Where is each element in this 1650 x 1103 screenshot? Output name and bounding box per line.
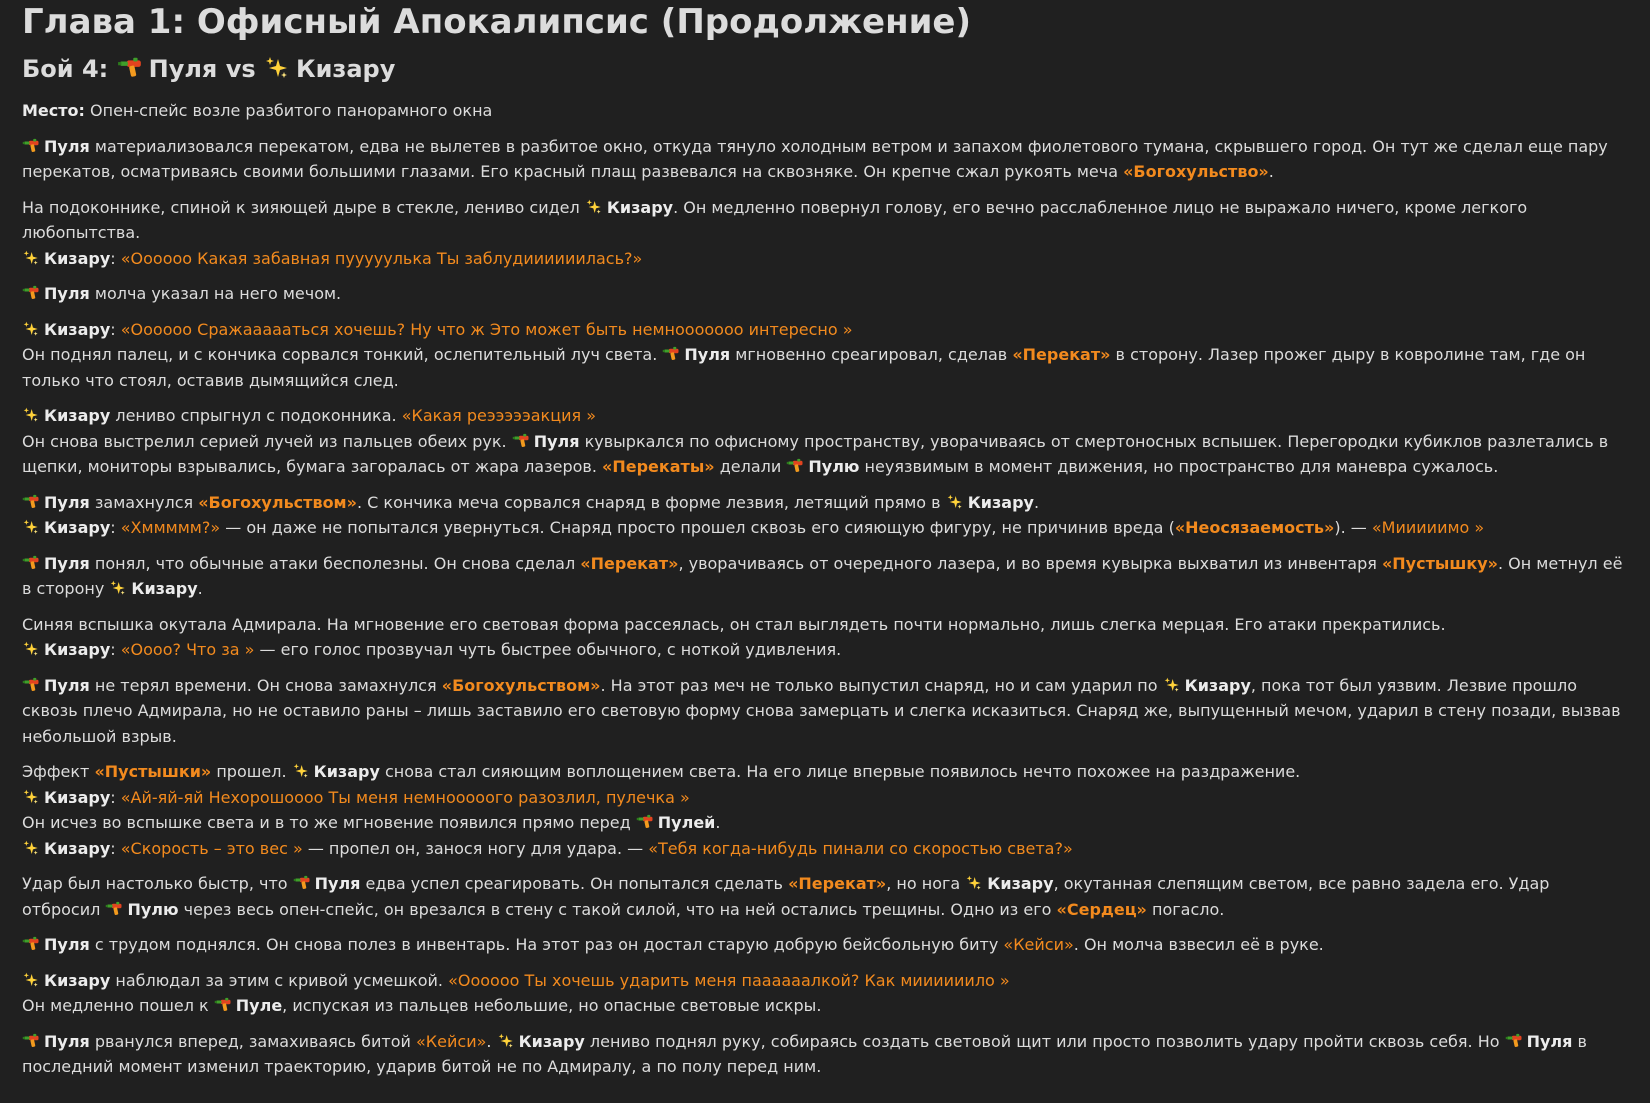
- sparkles-icon: [22, 250, 40, 266]
- dialogue-quote: «Ай-яй-яй Нехорошоооо Ты меня немнооооого разозлил, пулечка »: [120, 787, 690, 807]
- character-kizaru: Кизару: [44, 838, 111, 858]
- narration-text: . Он метнул её в сторону: [22, 553, 1623, 598]
- sparkles-icon: [585, 199, 603, 215]
- narration-text: . С кончика меча сорвался снаряд в форме лезвия, летящий прямо в: [356, 492, 946, 512]
- narration-text: не терял времени. Он снова замахнулся: [89, 675, 442, 695]
- character-pulya: Пулю: [808, 457, 860, 476]
- item-name: «Пустышку»: [1381, 553, 1498, 573]
- narration-text: . На этот раз меч не только выпустил снаряд, но и сам ударил по: [600, 675, 1163, 695]
- character-kizaru: Кизару: [967, 492, 1034, 512]
- chapter-title: Глава 1: Офисный Апокалипсис (Продолжение): [22, 2, 971, 42]
- story-paragraph: [22, 932, 1628, 958]
- dialogue-quote: «Оооооо Ты хочешь ударить меня паааааалкой? Как миииииило »: [448, 970, 1010, 990]
- character-pulya: Пуля: [44, 136, 90, 156]
- narration-text: Синяя вспышка окутала Адмирала. На мгновение его световая форма рассеялась, он стал выглядеть почти нормально, лишь слегка мерцая. Его атаки прекратились.: [22, 614, 1446, 634]
- narration-text: :: [110, 518, 121, 537]
- item-name: «Сердец»: [1056, 899, 1147, 919]
- character-pulya: Пуля: [44, 1031, 90, 1051]
- character-kizaru: Кизару: [44, 518, 111, 537]
- character-pulya: Пуля: [44, 935, 90, 954]
- character-pulya: Пулей: [657, 813, 716, 832]
- water-gun-icon: [1505, 1033, 1523, 1049]
- sparkles-icon: [497, 1033, 515, 1049]
- water-gun-icon: [636, 814, 654, 830]
- story-paragraph: [22, 195, 1628, 272]
- character-pulya: Пуля: [684, 345, 731, 364]
- water-gun-icon: [662, 346, 680, 362]
- water-gun-icon: [786, 458, 804, 474]
- dialogue-quote: «Кейси»: [1003, 935, 1074, 954]
- narration-text: Опен-спейс возле разбитого панорамного окна: [84, 101, 493, 120]
- narration-text: прошел.: [211, 762, 292, 781]
- dialogue-quote: «Тебя когда-нибудь пинали со скоростью света?»: [648, 838, 1073, 858]
- story-paragraph: [22, 134, 1628, 185]
- narration-text: .: [197, 579, 203, 598]
- narration-text: .: [486, 1031, 497, 1051]
- narration-text: в последний момент изменил траекторию, ударив битой не по Адмиралу, а по полу перед ним.: [22, 1031, 1587, 1076]
- character-kizaru: Кизару: [44, 248, 111, 268]
- narration-text: Удар был настолько быстр, что: [22, 874, 293, 893]
- item-name: «Перекат»: [1012, 345, 1111, 364]
- story-paragraph: [22, 968, 1628, 1019]
- narration-text: молча указал на него мечом.: [89, 284, 342, 303]
- narration-text: едва успел среагировать. Он попытался сделать: [360, 874, 789, 893]
- sparkles-icon: [22, 519, 40, 535]
- story-paragraph: [22, 759, 1628, 861]
- narration-text: с трудом поднялся. Он снова полез в инвентарь. На этот раз он достал старую добрую бейсбольную биту: [89, 935, 1004, 954]
- narration-text: :: [110, 248, 121, 268]
- narration-text: в сторону. Лазер прожег дыру в ковролине там, где он только что стоял, оставив дымящийся след.: [22, 345, 1586, 390]
- character-kizaru: Кизару: [606, 197, 674, 217]
- narration-text: ). —: [1334, 518, 1372, 537]
- story-body: [22, 98, 1628, 1080]
- sparkles-icon: [109, 580, 127, 596]
- sparkles-icon: [22, 641, 40, 657]
- dialogue-quote: «Оооооо Сражаааааться хочешь? Ну что ж Это может быть немнооооооо интересно »: [120, 319, 853, 339]
- character-kizaru: Кизару: [313, 762, 380, 781]
- character-kizaru: Кизару: [44, 406, 111, 425]
- dialogue-quote: «Какая реэээээакция »: [401, 406, 596, 425]
- sparkles-icon: [22, 972, 40, 988]
- narration-text: , но нога: [886, 874, 966, 893]
- narration-text: :: [110, 787, 121, 807]
- narration-text: .: [1268, 162, 1274, 181]
- water-gun-icon: [117, 56, 143, 80]
- water-gun-icon: [22, 285, 40, 301]
- sparkles-icon: [1163, 677, 1181, 693]
- narration-text: рванулся вперед, замахиваясь битой: [89, 1031, 417, 1051]
- story-paragraph: [22, 403, 1628, 480]
- narration-text: мгновенно среагировал, сделав: [730, 345, 1013, 364]
- character-kizaru: Кизару: [987, 874, 1054, 893]
- narration-text: Он поднял палец, и с кончика сорвался тонкий, ослепительный луч света.: [22, 345, 663, 364]
- sparkles-icon: [264, 56, 290, 80]
- water-gun-icon: [22, 1033, 40, 1049]
- narration-text: Эффект: [22, 762, 95, 781]
- sparkles-icon: [22, 789, 40, 805]
- narration-text: делали: [714, 457, 787, 476]
- narration-text: лениво поднял руку, собираясь создать световой щит или просто позволить удару пройти сквозь себя. Но: [584, 1031, 1505, 1051]
- narration-text: — пропел он, занося ногу для удара. —: [302, 838, 649, 858]
- item-name: «Перекат»: [580, 553, 679, 573]
- narration-text: Он медленно пошел к: [22, 996, 214, 1015]
- item-name: «Богохульством»: [441, 675, 601, 695]
- water-gun-icon: [22, 555, 40, 571]
- character-kizaru: Кизару: [131, 579, 198, 598]
- character-kizaru: Кизару: [44, 319, 111, 339]
- narration-text: На подоконнике, спиной к зияющей дыре в стекле, лениво сидел: [22, 197, 585, 217]
- narration-text: . Он молча взвесил её в руке.: [1073, 935, 1324, 954]
- narration-text: :: [110, 838, 121, 858]
- battle-heading: [22, 52, 1628, 86]
- story-paragraph: [22, 98, 1628, 124]
- item-name: «Пустышки»: [94, 762, 212, 781]
- sparkles-icon: [22, 321, 40, 337]
- character-pulya: Пуле: [235, 996, 283, 1015]
- narration-text: — его голос прозвучал чуть быстрее обычного, с ноткой удивления.: [254, 640, 842, 659]
- dialogue-quote: «Хммммм?»: [120, 518, 221, 537]
- dialogue-quote: «Кейси»: [416, 1031, 487, 1051]
- narration-text: , пока тот был уязвим. Лезвие прошло сквозь плечо Адмирала, но не оставило раны – лишь заставило его световую форму снова замерцать и слегка исказиться. Снаряд же, выпущенный мечом, ударил в стену позади, вызвав небольшой взрыв.: [22, 675, 1621, 746]
- narration-text: наблюдал за этим с кривой усмешкой.: [110, 970, 449, 990]
- dialogue-quote: «Мииииимо »: [1371, 518, 1485, 537]
- water-gun-icon: [293, 875, 311, 891]
- sparkles-icon: [22, 840, 40, 856]
- narration-text: , уворачиваясь от очередного лазера, и во время кувырка выхватил из инвентаря: [678, 553, 1382, 573]
- item-name: «Перекаты»: [602, 457, 715, 476]
- dialogue-quote: «Оооооо Какая забавная пууууулька Ты заблудиииииилась?»: [120, 248, 643, 268]
- character-pulya: Пуля: [44, 284, 90, 303]
- item-name: «Богохульство»: [1123, 162, 1269, 181]
- sparkles-icon: [946, 494, 964, 510]
- narration-text: , окутанная слепящим светом, все равно задела его. Удар отбросил: [22, 874, 1550, 919]
- water-gun-icon: [22, 677, 40, 693]
- narration-text: :: [110, 640, 121, 659]
- narration-text: .: [715, 813, 721, 832]
- sparkles-icon: [22, 407, 40, 423]
- character-kizaru: Кизару: [44, 970, 111, 990]
- story-paragraph: [22, 490, 1628, 541]
- water-gun-icon: [214, 997, 232, 1013]
- character-pulya: Пуля: [44, 553, 90, 573]
- character-kizaru: Кизару: [1184, 675, 1251, 695]
- narration-text: через весь опен-спейс, он врезался в стену с такой силой, что на ней остались трещины. Одно из его: [178, 899, 1057, 919]
- narration-text: понял, что обычные атаки бесполезны. Он снова сделал: [89, 553, 581, 573]
- story-paragraph: [22, 281, 1628, 307]
- fighter-1: Пуля: [148, 55, 218, 83]
- water-gun-icon: [22, 936, 40, 952]
- character-pulya: Пуля: [533, 431, 580, 451]
- sparkles-icon: [292, 763, 310, 779]
- item-name: «Перекат»: [788, 874, 887, 893]
- story-paragraph: [22, 317, 1628, 394]
- character-kizaru: Кизару: [44, 640, 111, 659]
- story-paragraph: [22, 1029, 1628, 1080]
- story-paragraph: [22, 551, 1628, 602]
- narration-text: лениво спрыгнул с подоконника.: [110, 406, 402, 425]
- character-pulya: Пулю: [127, 899, 179, 919]
- story-paragraph: [22, 612, 1628, 663]
- battle-number: Бой 4:: [22, 55, 109, 83]
- narration-text: снова стал сияющим воплощением света. На его лице впервые появилось нечто похожее на раздражение.: [379, 762, 1301, 781]
- narration-text: . Он медленно повернул голову, его вечно расслабленное лицо не выражало ничего, кроме легкого любопытства.: [22, 197, 1528, 242]
- story-paragraph: [22, 871, 1628, 922]
- narration-text: замахнулся: [89, 492, 199, 512]
- narration-text: материализовался перекатом, едва не вылетев в разбитое окно, откуда тянуло холодным ветром и запахом фиолетового тумана, скрывшего город. Он тут же сделал еще пару перекатов, осматриваясь своими большими глазами. Его красный плащ развевался на сквозняке. Он крепче сжал рукоять меча: [22, 136, 1608, 181]
- character-pulya: Пуля: [44, 675, 90, 695]
- narration-text: кувыркался по офисному пространству, уворачиваясь от смертоносных вспышек. Перегородки кубиклов разлетались в щепки, мониторы взрывались, бумага загоралась от жара лазеров.: [22, 431, 1609, 476]
- story-paragraph: [22, 673, 1628, 750]
- narration-text: :: [110, 319, 121, 339]
- character-pulya: Пуля: [44, 492, 90, 512]
- water-gun-icon: [105, 901, 123, 917]
- location-label: Место:: [22, 101, 85, 120]
- character-kizaru: Кизару: [518, 1031, 585, 1051]
- character-pulya: Пуля: [314, 874, 361, 893]
- narration-text: , испуская из пальцев небольшие, но опасные световые искры.: [282, 996, 822, 1015]
- sparkles-icon: [965, 875, 983, 891]
- item-name: «Богохульством»: [198, 492, 357, 512]
- versus-label: vs: [225, 55, 256, 83]
- water-gun-icon: [22, 138, 40, 154]
- dialogue-quote: «Скорость – это вес »: [120, 838, 303, 858]
- character-kizaru: Кизару: [44, 787, 111, 807]
- narration-text: Он исчез во вспышке света и в то же мгновение появился прямо перед: [22, 813, 636, 832]
- water-gun-icon: [22, 494, 40, 510]
- narration-text: — он даже не попытался увернуться. Снаряд просто прошел сквозь его сияющую фигуру, не причинив вреда (: [220, 518, 1175, 537]
- fighter-2: Кизару: [295, 55, 396, 83]
- narration-text: неуязвимым в момент движения, но пространство для маневра сужалось.: [859, 457, 1499, 476]
- dialogue-quote: «Оооо? Что за »: [120, 640, 255, 659]
- water-gun-icon: [512, 433, 530, 449]
- narration-text: погасло.: [1146, 899, 1225, 919]
- item-name: «Неосязаемость»: [1174, 518, 1335, 537]
- character-pulya: Пуля: [1526, 1031, 1573, 1051]
- narration-text: .: [1033, 492, 1040, 512]
- narration-text: Он снова выстрелил серией лучей из пальцев обеих рук.: [22, 431, 512, 451]
